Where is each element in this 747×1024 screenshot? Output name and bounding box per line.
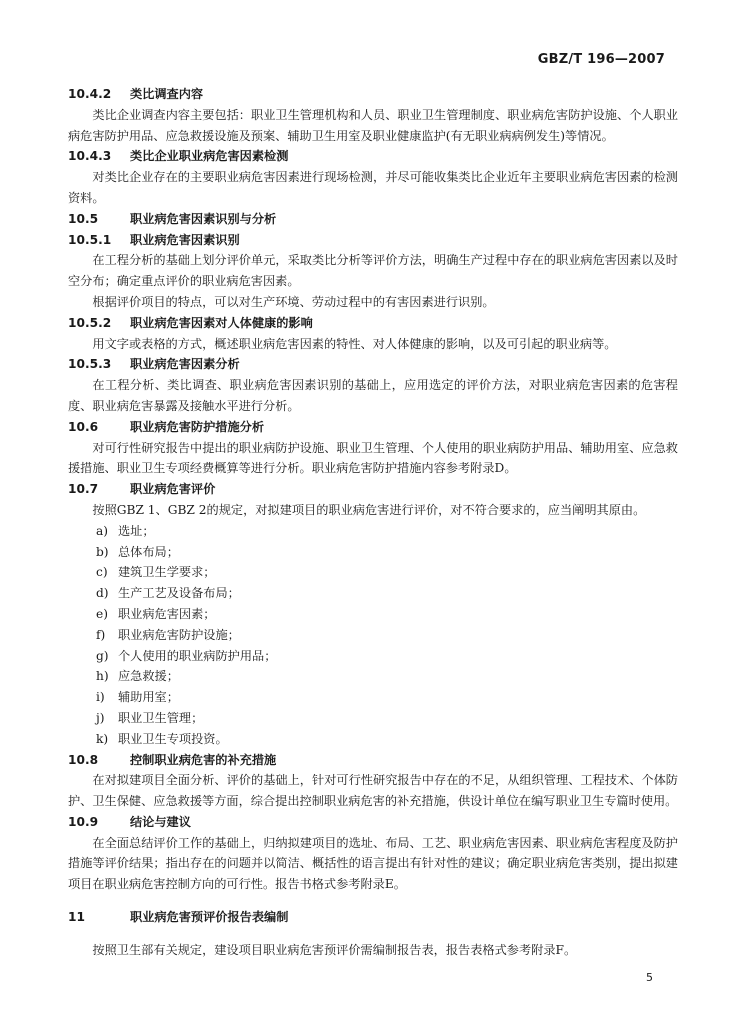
section-number: 11 xyxy=(68,910,85,925)
list-item xyxy=(96,521,678,542)
section-title: 控制职业病危害的补充措施 xyxy=(130,752,277,767)
list-item-text: 建筑卫生学要求； xyxy=(118,565,216,580)
paragraph: 按照GBZ 1、GBZ 2的规定，对拟建项目的职业病危害进行评价，对不符合要求的，应当阐明其原由。 xyxy=(92,502,646,517)
section-number: 10.9 xyxy=(68,814,99,829)
section-number: 10.4.3 xyxy=(68,149,112,164)
paragraph: 在对拟建项目全面分析、评价的基础上，针对可行性研究报告中存在的不足，从组织管理、工程技术、个体防护、卫生保健、应急救援等方面，综合提出控制职业病危害的补充措施，供设计单位在编写职业卫生专篇时使用。 xyxy=(68,773,678,809)
paragraph: 在工程分析的基础上划分评价单元，采取类比分析等评价方法，明确生产过程中存在的职业病危害因素以及时空分布；确定重点评价的职业病危害因素。 xyxy=(68,253,678,289)
list-item xyxy=(96,542,678,563)
section-number: 10.5.2 xyxy=(68,315,112,330)
list-item-label: i) xyxy=(96,690,105,705)
list-item-label: k) xyxy=(96,731,109,746)
list-item-text: 职业病危害防护设施； xyxy=(118,627,240,642)
section-heading xyxy=(68,750,678,771)
list-item-text: 职业卫生专项投资。 xyxy=(118,731,228,746)
section-number: 10.4.2 xyxy=(68,87,112,101)
section-title: 职业病危害因素识别 xyxy=(130,232,240,247)
section-heading xyxy=(68,812,678,833)
section-heading xyxy=(68,146,678,167)
paragraph: 在工程分析、类比调查、职业病危害因素识别的基础上，应用选定的评价方法，对职业病危害因素的危害程度、职业病危害暴露及接触水平进行分析。 xyxy=(68,378,678,413)
section-number: 10.6 xyxy=(68,419,99,434)
list-item-text: 职业病危害因素； xyxy=(118,606,216,621)
list-item-label: d) xyxy=(96,586,109,601)
paragraph: 根据评价项目的特点，可以对生产环境、劳动过程中的有害因素进行识别。 xyxy=(92,294,495,309)
section-title: 职业病危害因素对人体健康的影响 xyxy=(130,315,313,330)
section-heading xyxy=(68,84,678,105)
section-number: 10.5 xyxy=(68,211,99,226)
page-number: 5 xyxy=(646,971,653,984)
list-item-text: 个人使用的职业病防护用品； xyxy=(118,648,277,663)
section-heading xyxy=(68,313,678,334)
list-item-label: e) xyxy=(96,606,108,621)
list-item-text: 职业卫生管理； xyxy=(118,710,204,725)
paragraph: 类比企业调查内容主要包括：职业卫生管理机构和人员、职业卫生管理制度、职业病危害防护设施、个人职业病危害防护用品、应急救援设施及预案、辅助卫生用室及职业健康监护(有无职业病病例发生)等情况。 xyxy=(68,107,678,143)
section-heading xyxy=(68,209,678,230)
list-item-text: 总体布局； xyxy=(118,544,179,559)
list-item-label: a) xyxy=(96,523,109,538)
list-item-label: h) xyxy=(96,669,109,684)
list-item xyxy=(96,729,678,750)
list-item xyxy=(96,687,678,708)
list-item-label: j) xyxy=(96,710,105,725)
section-number: 10.8 xyxy=(68,752,99,767)
list-item xyxy=(96,583,678,604)
section-title: 职业病危害因素分析 xyxy=(130,357,240,372)
section-number: 10.7 xyxy=(68,482,99,497)
list-item-label: f) xyxy=(96,627,106,642)
section-title: 职业病危害防护措施分析 xyxy=(130,419,265,434)
paragraph: 按照卫生部有关规定，建设项目职业病危害预评价需编制报告表，报告表格式参考附录F。 xyxy=(92,942,577,957)
list-item-text: 生产工艺及设备布局； xyxy=(118,586,240,601)
section-title: 职业病危害评价 xyxy=(130,482,216,497)
list-item xyxy=(96,562,678,583)
list-item xyxy=(96,646,678,667)
section-heading xyxy=(68,230,678,251)
document-body xyxy=(68,84,678,961)
document-code: GBZ/T 196—2007 xyxy=(537,52,665,67)
list-item-label: c) xyxy=(96,565,108,580)
section-heading xyxy=(68,907,678,928)
paragraph: 对可行性研究报告中提出的职业病防护设施、职业卫生管理、个人使用的职业病防护用品、辅助用室、应急救援措施、职业卫生专项经费概算等进行分析。职业病危害防护措施内容参考附录D。 xyxy=(68,440,678,476)
section-title: 类比企业职业病危害因素检测 xyxy=(130,149,289,164)
list-item xyxy=(96,708,678,729)
section-number: 10.5.3 xyxy=(68,357,112,372)
section-title: 类比调查内容 xyxy=(130,87,204,101)
paragraph: 对类比企业存在的主要职业病危害因素进行现场检测，并尽可能收集类比企业近年主要职业病危害因素的检测资料。 xyxy=(68,170,678,205)
list-item-text: 辅助用室； xyxy=(118,690,179,705)
list-item-text: 应急救援； xyxy=(118,669,179,684)
list-item-label: g) xyxy=(96,648,109,663)
section-heading xyxy=(68,354,678,375)
list-item-text: 选址； xyxy=(118,523,155,538)
list-item xyxy=(96,625,678,646)
list-item xyxy=(96,666,678,687)
section-title: 结论与建议 xyxy=(130,814,191,829)
section-number: 10.5.1 xyxy=(68,232,112,247)
list-item-label: b) xyxy=(96,544,109,559)
section-heading xyxy=(68,417,678,438)
section-title: 职业病危害预评价报告表编制 xyxy=(130,910,289,925)
section-heading xyxy=(68,479,678,500)
paragraph: 用文字或表格的方式，概述职业病危害因素的特性、对人体健康的影响，以及可引起的职业病等。 xyxy=(92,336,617,351)
paragraph: 在全面总结评价工作的基础上，归纳拟建项目的选址、布局、工艺、职业病危害因素、职业病危害程度及防护措施等评价结果；指出存在的问题并以简洁、概括性的语言提出有针对性的建议；确定职业病危害类别，提出拟建项目在职业病危害控制方向的可行性。报告书格式参考附录E。 xyxy=(68,835,678,892)
list-item xyxy=(96,604,678,625)
section-title: 职业病危害因素识别与分析 xyxy=(130,211,277,226)
